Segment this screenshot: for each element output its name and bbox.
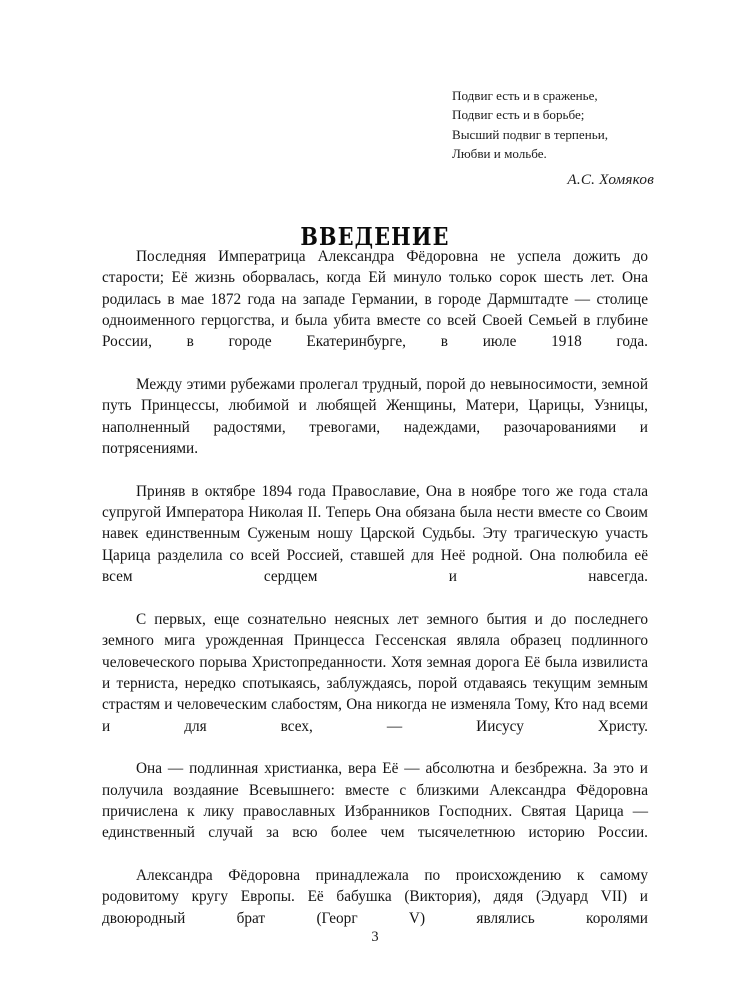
page-title: ВВЕДЕНИЕ bbox=[300, 222, 450, 252]
epigraph-line-3: Высший подвиг в терпеньи, bbox=[452, 126, 608, 142]
page-number: 3 bbox=[371, 929, 379, 945]
paragraph: Между этими рубежами пролегал трудный, порой до невыносимости, земной путь Принцессы, любимой и любящей Женщины, Матери, Царицы, Узницы, наполненный радостями, тревогами, надеждами, разочарованиями и потрясениями. bbox=[102, 376, 648, 458]
paragraph: Приняв в октябре 1894 года Православие, Она в ноябре того же года стала супругой Императора Николая II. Теперь Она обязана была нести вместе со Своим навек единственным Суженым ношу Царской Судьбы. Эту трагическую участь Царица разделила со всей Россией, ставшей для Неё родной. Она полюбила её всем сердцем и навсегда. bbox=[102, 482, 648, 586]
paragraph: С первых, еще сознательно неясных лет земного бытия и до последнего земного мига урожденная Принцесса Гессенская являла образец подлинного человеческого порыва Христопреданности. Хотя земная дорога Её была извилиста и терниста, нередко спотыкаясь, заблуждаясь, порой отдаваясь текущим земным страстям и человеческим слабостям, Она никогда не изменяла Тому, Кто над всеми и для всех, — Иисусу Христу. bbox=[102, 610, 648, 735]
epigraph-line-4: Любви и мольбе. bbox=[452, 146, 547, 162]
paragraph: Александра Фёдоровна принадлежала по происхождению к самому родовитому кругу Европы. Её бабушка (Виктория), дядя (Эдуард VII) и двоюродный брат (Георг V) являлись королями bbox=[102, 866, 648, 927]
paragraph: Последняя Императрица Александра Фёдоровна не успела дожить до старости; Её жизнь оборвалась, когда Ей минуло только сорок шесть лет. Она родилась в мае 1872 года на западе Германии, в городе Дармштадте — столице одноименного герцогства, и была убита вместе со всей Своей Семьей в глубине России, в городе Екатеринбурге, в июле 1918 года. bbox=[102, 248, 648, 351]
epigraph-line-2: Подвиг есть и в борьбе; bbox=[452, 107, 585, 123]
epigraph bbox=[452, 86, 654, 189]
body-text bbox=[102, 246, 648, 950]
epigraph-line-1: Подвиг есть и в сраженье, bbox=[452, 88, 598, 103]
epigraph-attribution: А.С. Хомяков bbox=[567, 170, 654, 188]
paragraph: Она — подлинная христианка, вера Её — абсолютна и безбрежна. За это и получила воздаяние Всевышнего: вместе с близкими Александра Фёдоровна причислена к лику православных Избранников Господних. Святая Царица — единственный случай за всю более чем тысячелетнюю историю России. bbox=[102, 760, 648, 842]
